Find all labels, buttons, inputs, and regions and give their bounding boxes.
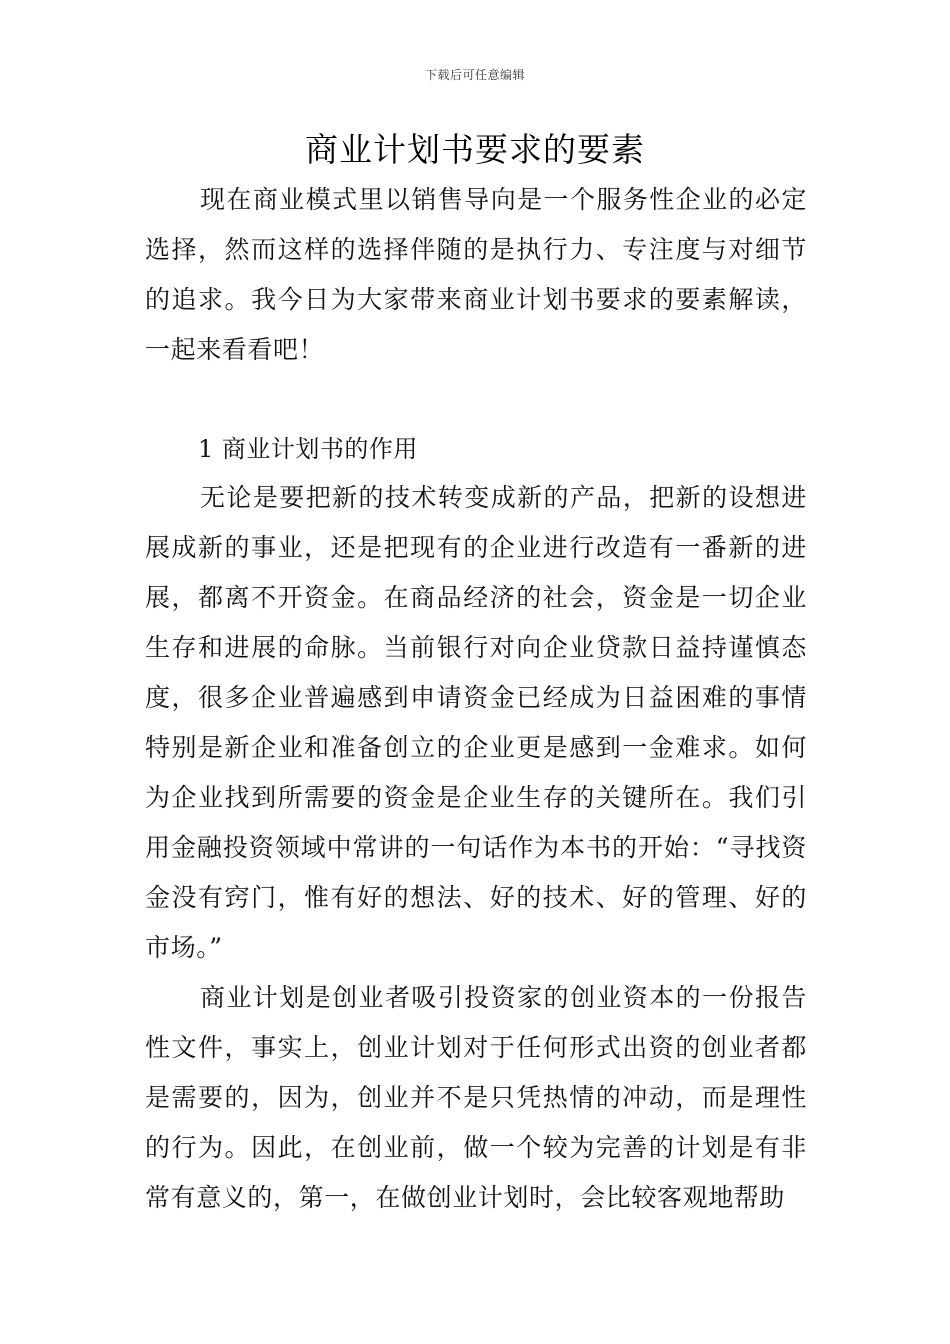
section-body [145,473,807,1223]
header-note: 下载后可任意编辑 [424,68,525,82]
body-paragraph: 无论是要把新的技术转变成新的产品，把新的设想进展成新的事业，还是把现有的企业进行改造有一番新的进展，都离不开资金。在商品经济的社会，资金是一切企业生存和进展的命脉。当前银行对向企业贷款日益持谨慎态度，很多企业普遍感到申请资金已经成为日益困难的事情特别是新企业和准备创立的企业更是感到一金难求。如何为企业找到所需要的资金是企业生存的关键所在。我们引用金融投资领域中常讲的一句话作为本书的开始：“寻找资金没有窍门，惟有好的想法、好的技术、好的管理、好的市场。” [145,483,807,962]
body-paragraph: 商业计划是创业者吸引投资家的创业资本的一份报告性文件，事实上，创业计划对于任何形式出资的创业者都是需要的，因为，创业并不是只凭热情的冲动，而是理性的行为。因此，在创业前，做一个较为完善的计划是有非常有意义的，第一，在做创业计划时，会比较客观地帮助 [145,983,807,1212]
intro-paragraph: 现在商业模式里以销售导向是一个服务性企业的必定选择，然而这样的选择伴随的是执行力、专注度与对细节的追求。我今日为大家带来商业计划书要求的要素解读，一起来看看吧！ [145,185,807,364]
intro-block [145,175,807,375]
document-title: 商业计划书要求的要素 [305,130,645,169]
section-heading: 1 商业计划书的作用 [198,435,418,463]
